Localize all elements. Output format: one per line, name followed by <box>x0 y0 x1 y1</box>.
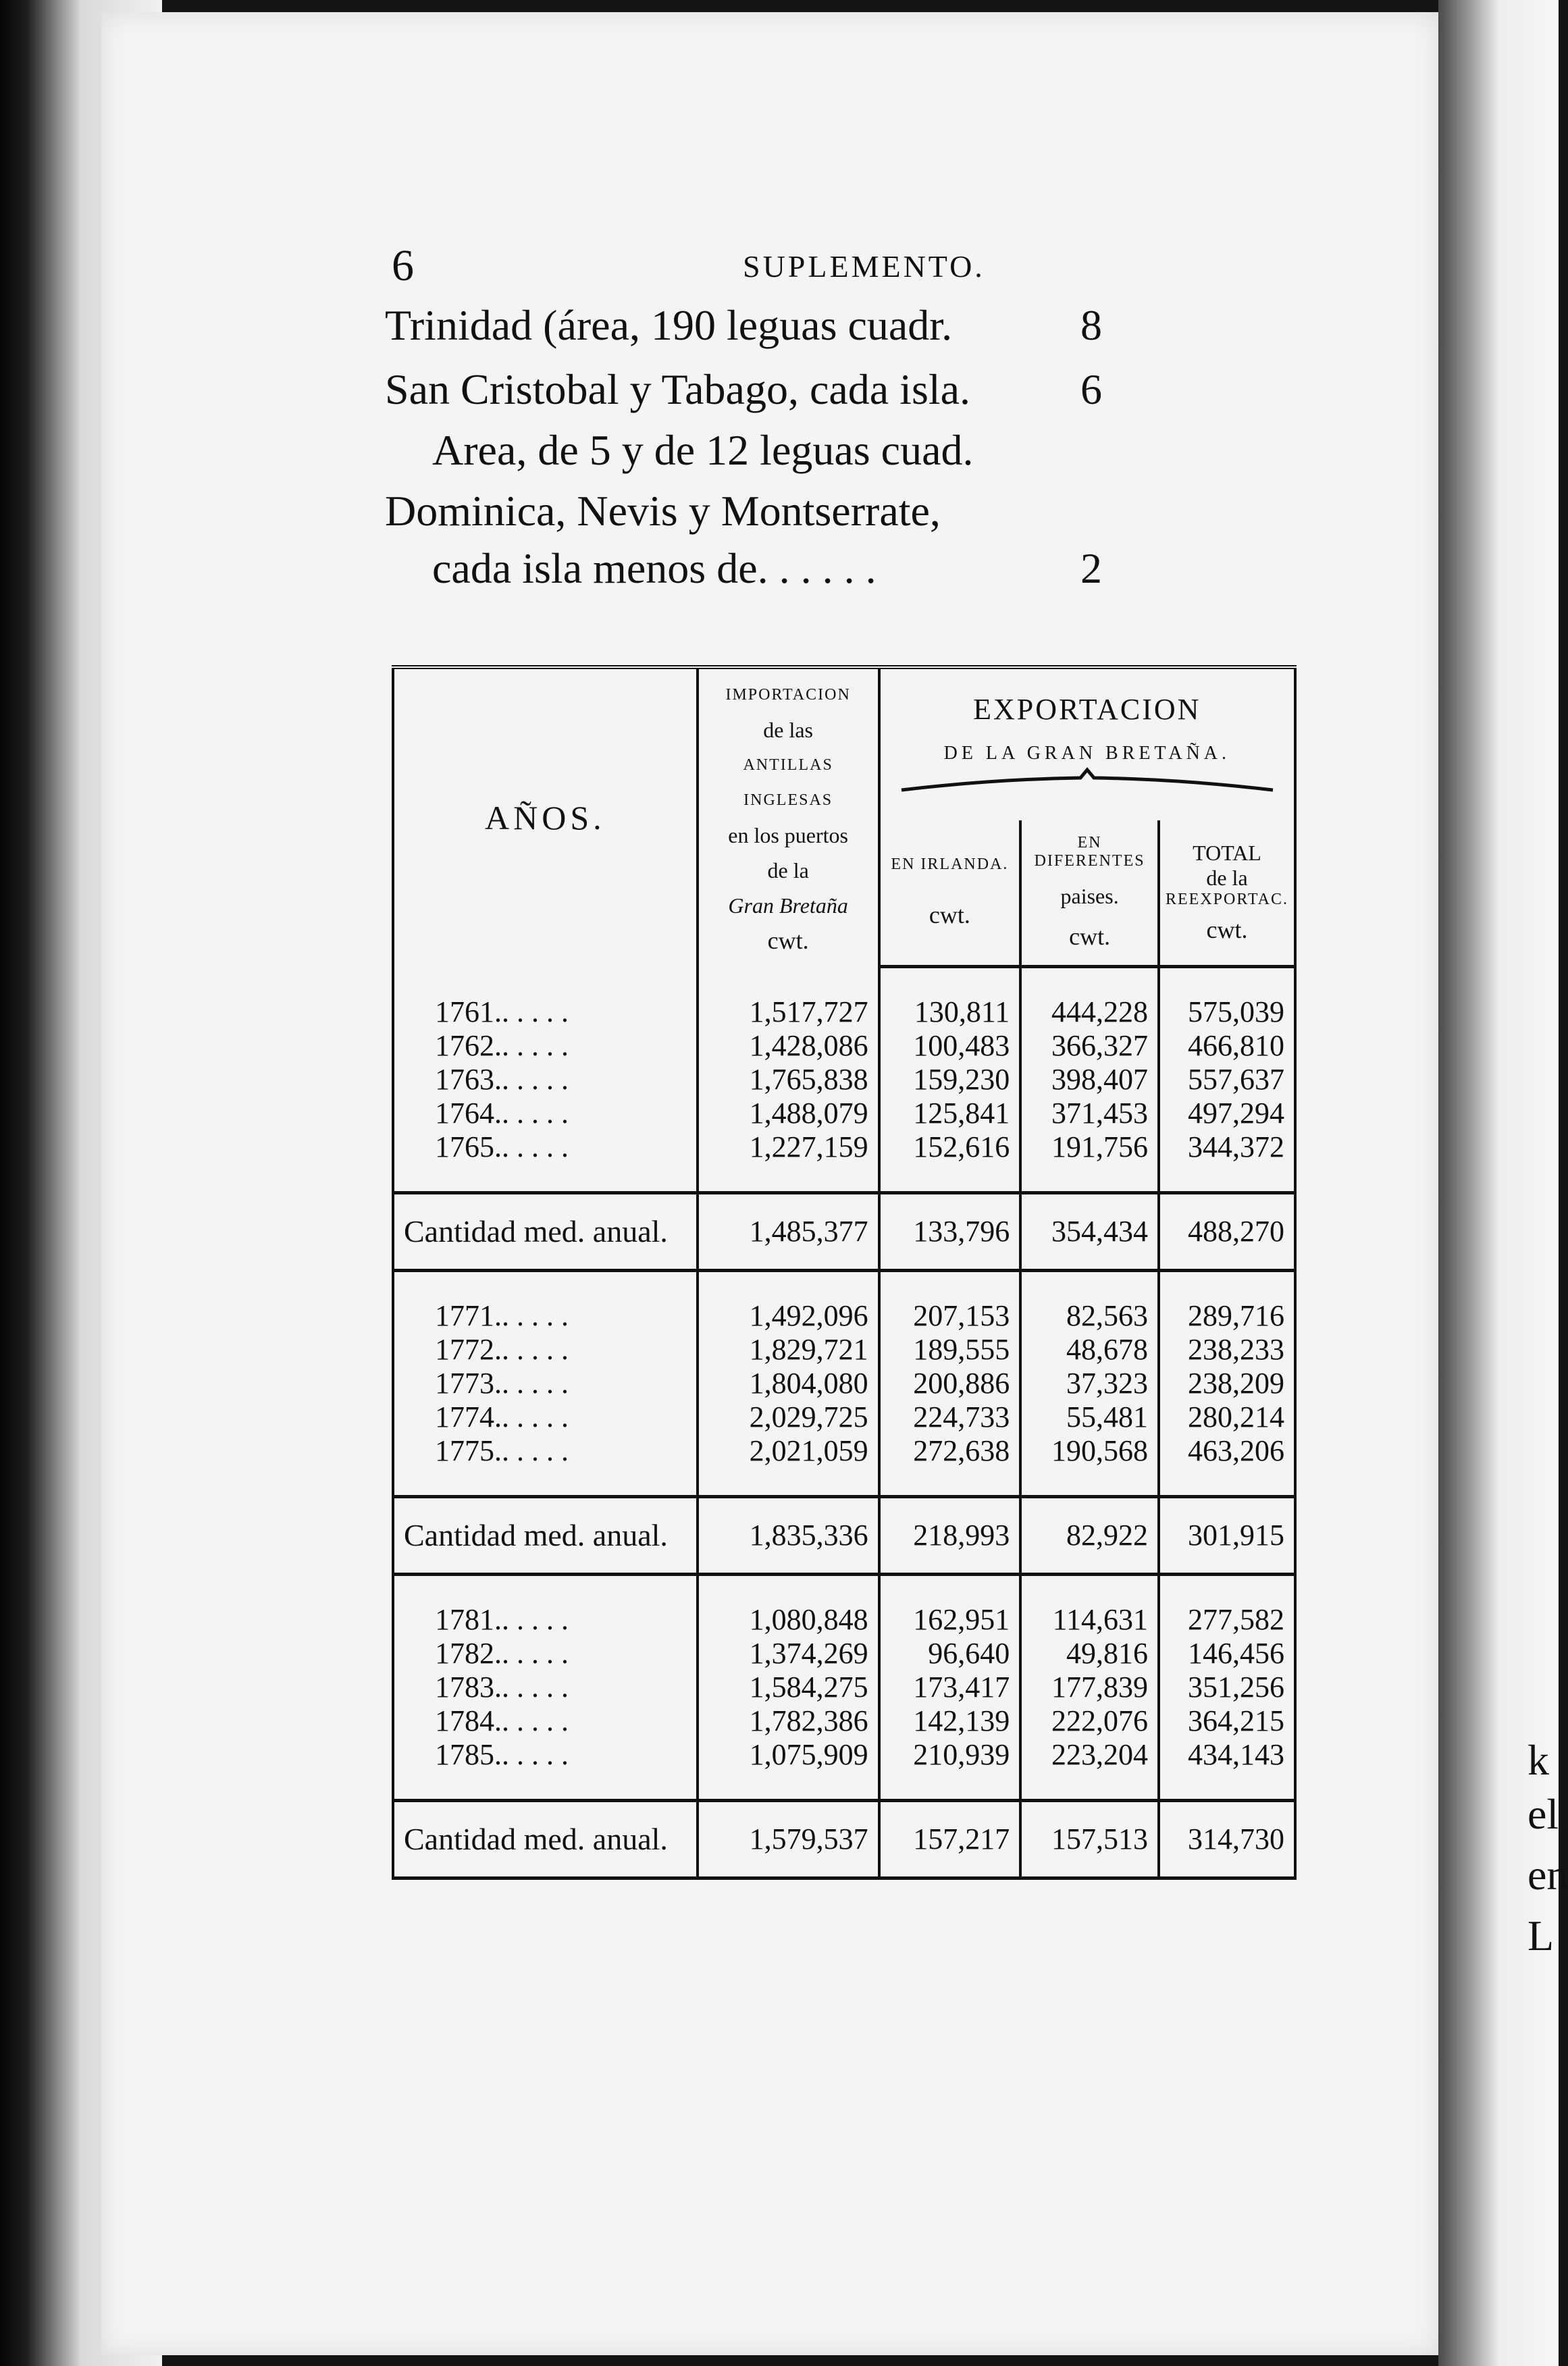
table-row: 1765.. . . . . 1,227,159 152,616 191,756 344,372 <box>393 1130 1295 1164</box>
next-page-fragment: el <box>1527 1790 1559 1838</box>
page-header <box>378 240 1121 294</box>
import-header: IMPORTACION de las ANTILLAS INGLESAS en los puertos de la Gran Bretaña cwt. <box>698 667 879 966</box>
total-header: TOTAL de la REEXPORTAC. cwt. <box>1159 820 1295 966</box>
average-row: Cantidad med. anual. 1,835,336 218,993 82,922 301,915 <box>393 1496 1295 1574</box>
island-line: San Cristobal y Tabago, cada isla. <box>385 365 971 413</box>
island-line: Dominica, Nevis y Montserrate, <box>385 487 941 535</box>
trade-table <box>392 665 1297 1880</box>
table-row: 1781.. . . . . 1,080,848 162,951 114,631 277,582 <box>393 1603 1295 1637</box>
island-value: 8 <box>1080 301 1102 349</box>
export-header: EXPORTACION DE LA GRAN BRETAÑA. <box>879 667 1295 820</box>
average-row: Cantidad med. anual. 1,485,377 133,796 354,434 488,270 <box>393 1192 1295 1270</box>
table-row: 1761.. . . . . 1,517,727 130,811 444,228 575,039 <box>393 995 1295 1029</box>
table-row: 1774.. . . . . 2,029,725 224,733 55,481 280,214 <box>393 1400 1295 1434</box>
next-page-fragment: en <box>1527 1851 1568 1899</box>
ireland-header: EN IRLANDA. cwt. <box>879 820 1021 966</box>
page-number: 6 <box>392 241 414 290</box>
table-row: 1784.. . . . . 1,782,386 142,139 222,076 364,215 <box>393 1704 1295 1738</box>
table-row: 1775.. . . . . 2,021,059 272,638 190,568 463,206 <box>393 1434 1295 1468</box>
brace-mark <box>898 770 1276 793</box>
island-line: cada isla menos de. . . . . . <box>432 544 877 592</box>
table-row: 1771.. . . . . 1,492,096 207,153 82,563 289,716 <box>393 1299 1295 1333</box>
island-value: 2 <box>1080 544 1102 592</box>
table-row: 1764.. . . . . 1,488,079 125,841 371,453 497,294 <box>393 1097 1295 1130</box>
table-row: 1763.. . . . . 1,765,838 159,230 398,407 557,637 <box>393 1063 1295 1097</box>
island-line: Trinidad (área, 190 leguas cuadr. <box>385 301 953 349</box>
page-gutter <box>1438 0 1559 2366</box>
other-countries-header: EN DIFERENTES paises. cwt. <box>1020 820 1159 966</box>
table-row: 1773.. . . . . 1,804,080 200,886 37,323 238,209 <box>393 1367 1295 1400</box>
island-value: 6 <box>1080 365 1102 413</box>
average-row: Cantidad med. anual. 1,579,537 157,217 157,513 314,730 <box>393 1800 1295 1878</box>
table-row: 1785.. . . . . 1,075,909 210,939 223,204 434,143 <box>393 1738 1295 1772</box>
table-row: 1783.. . . . . 1,584,275 173,417 177,839 351,256 <box>393 1671 1295 1704</box>
island-line: Area, de 5 y de 12 leguas cuad. <box>432 426 974 474</box>
next-page-fragment: L <box>1527 1912 1554 1960</box>
table-row: 1772.. . . . . 1,829,721 189,555 48,678 238,233 <box>393 1333 1295 1367</box>
running-title: SUPLEMENTO. <box>743 249 985 284</box>
years-header: AÑOS. <box>393 667 698 966</box>
table-row: 1782.. . . . . 1,374,269 96,640 49,816 146,456 <box>393 1637 1295 1671</box>
next-page-fragment: k <box>1527 1736 1549 1784</box>
table-row: 1762.. . . . . 1,428,086 100,483 366,327 466,810 <box>393 1029 1295 1063</box>
